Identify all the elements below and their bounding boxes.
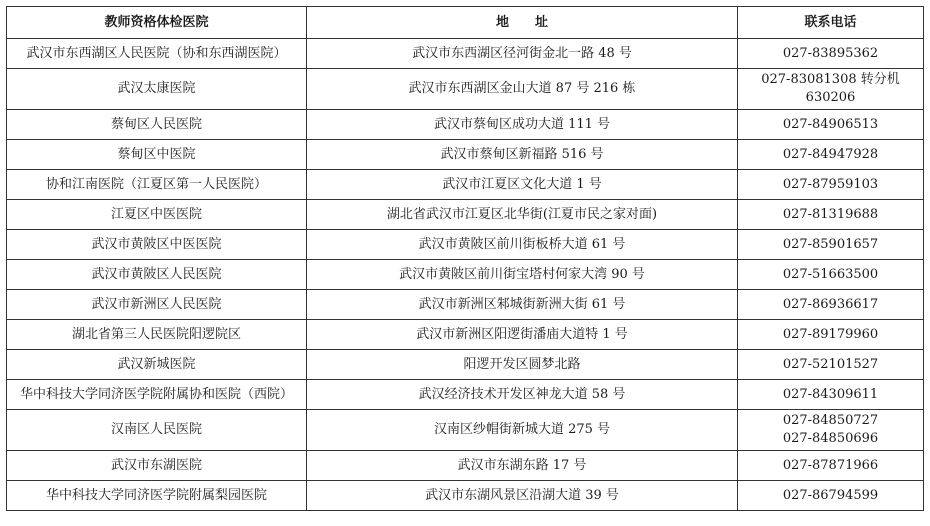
phone-number: 027-89179960 [782,326,879,342]
hospital-name: 江夏区中医医院 [7,200,307,230]
table-row [7,230,924,260]
hospital-address: 武汉市江夏区文化大道 1 号 [307,170,738,200]
header-phone: 联系电话 [738,7,924,39]
hospital-phone [738,230,924,260]
hospital-phone [738,380,924,410]
hospital-phone [738,350,924,380]
hospital-phone [738,170,924,200]
hospital-address: 武汉市东西湖区径河街金北一路 48 号 [307,39,738,69]
table-row [7,350,924,380]
header-hospital: 教师资格体检医院 [7,7,307,39]
hospital-phone [738,410,924,451]
phone-number-secondary: 027-84850696 [782,431,879,446]
phone-extension: 630206 [805,90,856,105]
table-row [7,481,924,511]
hospital-phone [738,481,924,511]
table-row [7,410,924,451]
hospital-address: 湖北省武汉市江夏区北华街(江夏市民之家对面) [307,200,738,230]
phone-number: 027-84947928 [782,146,879,162]
phone-number: 027-83081308 转分机 [761,72,900,87]
hospital-name: 蔡甸区中医院 [7,140,307,170]
phone-number: 027-87959103 [782,176,879,192]
hospital-name: 武汉市黄陂区人民医院 [7,260,307,290]
hospital-name: 汉南区人民医院 [7,410,307,451]
hospital-phone [738,140,924,170]
phone-number: 027-81319688 [782,206,879,222]
phone-number: 027-51663500 [782,266,879,282]
hospital-address: 武汉市黄陂区前川街板桥大道 61 号 [307,230,738,260]
hospital-address: 武汉市新洲区阳逻街潘庙大道特 1 号 [307,320,738,350]
hospital-name: 协和江南医院（江夏区第一人民医院） [7,170,307,200]
table-row [7,200,924,230]
phone-number: 027-52101527 [782,356,879,372]
table-row [7,380,924,410]
hospital-phone [738,260,924,290]
hospital-name: 武汉新城医院 [7,350,307,380]
phone-number: 027-84309611 [782,386,879,402]
table-row [7,451,924,481]
hospital-phone [738,110,924,140]
phone-number: 027-84850727 [782,413,879,428]
hospital-address: 武汉市蔡甸区新福路 516 号 [307,140,738,170]
table-row [7,110,924,140]
table-row [7,170,924,200]
hospital-address: 武汉经济技术开发区神龙大道 58 号 [307,380,738,410]
hospital-name: 武汉市新洲区人民医院 [7,290,307,320]
hospital-name: 华中科技大学同济医学院附属协和医院（西院） [7,380,307,410]
hospital-phone [738,451,924,481]
phone-number: 027-83895362 [782,45,879,61]
hospital-address: 武汉市蔡甸区成功大道 111 号 [307,110,738,140]
hospital-phone [738,69,924,110]
hospital-address: 武汉市东湖风景区沿湖大道 39 号 [307,481,738,511]
hospital-phone [738,200,924,230]
phone-number: 027-86794599 [782,487,879,503]
hospital-phone [738,39,924,69]
table-row [7,39,924,69]
table-row [7,140,924,170]
hospital-name: 华中科技大学同济医学院附属梨园医院 [7,481,307,511]
phone-number: 027-84906513 [782,116,879,132]
hospital-phone [738,320,924,350]
hospital-name: 湖北省第三人民医院阳逻院区 [7,320,307,350]
hospital-name: 武汉市东湖医院 [7,451,307,481]
hospital-address: 汉南区纱帽街新城大道 275 号 [307,410,738,451]
hospital-address: 武汉市新洲区邾城街新洲大街 61 号 [307,290,738,320]
table-row [7,290,924,320]
phone-number: 027-87871966 [782,457,879,473]
hospital-phone [738,290,924,320]
hospital-address: 武汉市黄陂区前川街宝塔村何家大湾 90 号 [307,260,738,290]
hospital-name: 蔡甸区人民医院 [7,110,307,140]
table-row [7,260,924,290]
table-row [7,320,924,350]
hospital-address: 武汉市东西湖区金山大道 87 号 216 栋 [307,69,738,110]
phone-number: 027-85901657 [782,236,879,252]
header-row [7,7,924,39]
hospital-name: 武汉太康医院 [7,69,307,110]
hospital-address: 武汉市东湖东路 17 号 [307,451,738,481]
hospital-address: 阳逻开发区圆梦北路 [307,350,738,380]
header-address: 地 址 [307,7,738,39]
hospital-table [6,6,924,511]
table-row [7,69,924,110]
hospital-name: 武汉市东西湖区人民医院（协和东西湖医院） [7,39,307,69]
hospital-name: 武汉市黄陂区中医医院 [7,230,307,260]
phone-number: 027-86936617 [782,296,879,312]
